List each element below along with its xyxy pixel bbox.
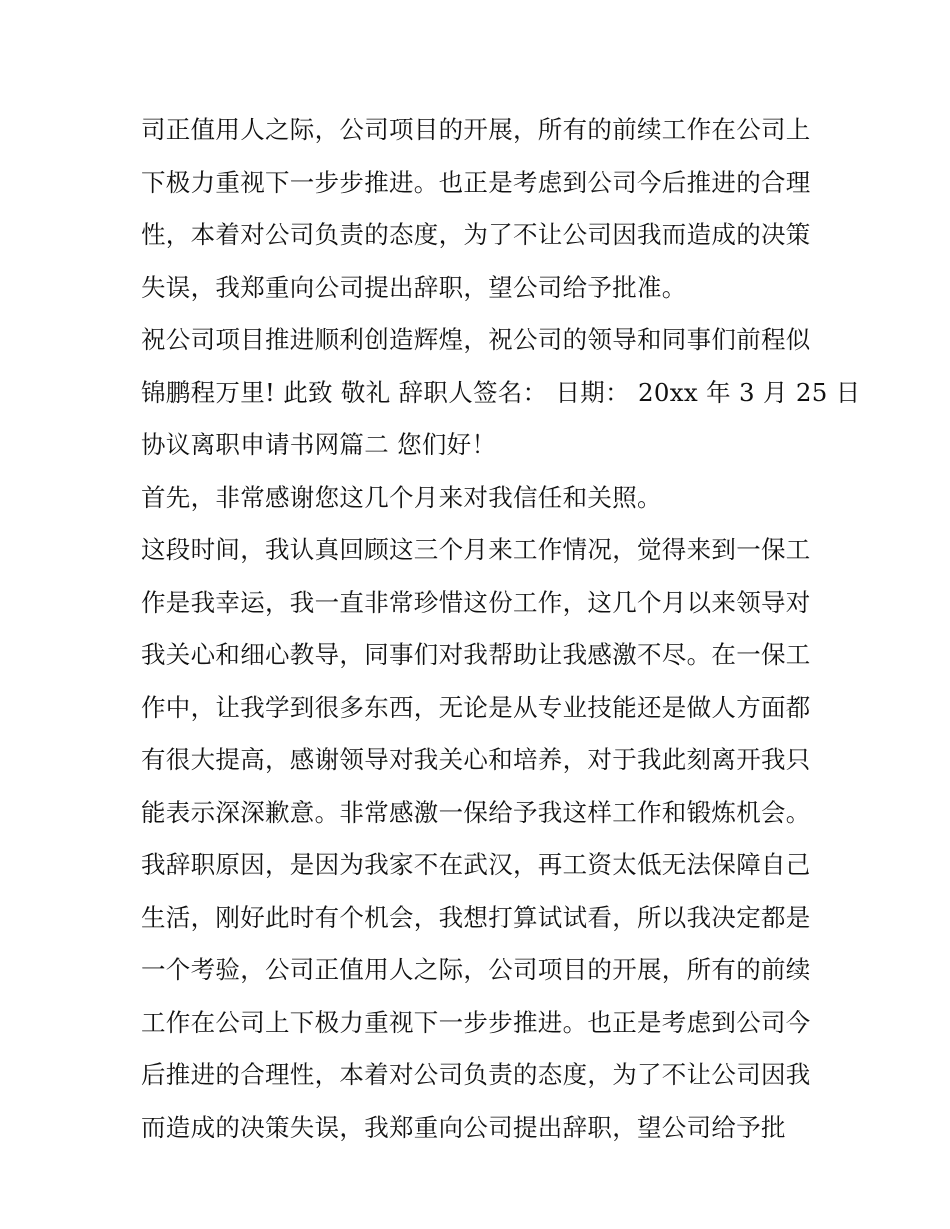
text-line: 锦鹏程万里! 此致 敬礼 辞职人签名： 日期： 20xx 年 3 月 25 日 (141, 377, 861, 407)
text-line: 这段时间，我认真回顾这三个月来工作情况，觉得来到一保工 (141, 535, 811, 564)
text-line: 我辞职原因，是因为我家不在武汉，再工资太低无法保障自己 (141, 850, 811, 879)
text-line: 后推进的合理性，本着对公司负责的态度，为了不让公司因我 (141, 1060, 811, 1089)
text-line: 能表示深深歉意。非常感激一保给予我这样工作和锻炼机会。 (141, 797, 811, 827)
text-line: 一个考验，公司正值用人之际，公司项目的开展，所有的前续 (141, 955, 811, 984)
text-line: 协议离职申请书网篇二 您们好！ (141, 430, 497, 459)
text-line: 工作在公司上下极力重视下一步步推进。也正是考虑到公司今 (141, 1007, 811, 1037)
text-line: 首先，非常感谢您这几个月来对我信任和关照。 (141, 482, 662, 512)
text-line: 司正值用人之际，公司项目的开展，所有的前续工作在公司上 (141, 115, 811, 144)
text-line: 我关心和细心教导，同事们对我帮助让我感激不尽。在一保工 (141, 640, 811, 669)
body-text (141, 104, 861, 1154)
text-line: 祝公司项目推进顺利创造辉煌，祝公司的领导和同事们前程似 (141, 325, 811, 354)
text-line: 性，本着对公司负责的态度，为了不让公司因我而造成的决策 (141, 220, 811, 249)
text-line: 作是我幸运，我一直非常珍惜这份工作，这几个月以来领导对 (141, 587, 811, 617)
text-line: 作中，让我学到很多东西，无论是从专业技能还是做人方面都 (141, 692, 811, 722)
text-line: 有很大提高，感谢领导对我关心和培养，对于我此刻离开我只 (141, 745, 811, 774)
text-line: 下极力重视下一步步推进。也正是考虑到公司今后推进的合理 (141, 167, 811, 197)
text-line: 而造成的决策失误，我郑重向公司提出辞职，望公司给予批 (141, 1112, 786, 1142)
text-line: 失误，我郑重向公司提出辞职，望公司给予批准。 (141, 272, 687, 302)
text-line: 生活，刚好此时有个机会，我想打算试试看，所以我决定都是 (141, 902, 811, 932)
